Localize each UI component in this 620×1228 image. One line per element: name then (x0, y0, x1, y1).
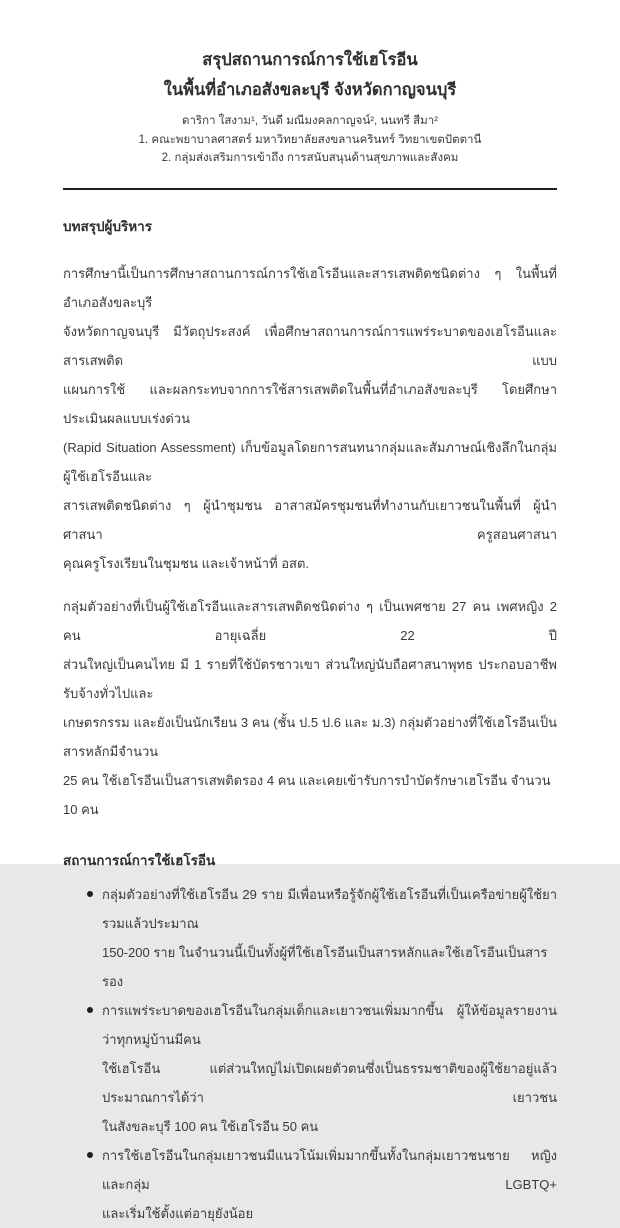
bullet-icon (87, 1007, 93, 1013)
section-heading-executive-summary: บทสรุปผู้บริหาร (63, 219, 152, 234)
paragraph-line: กลุ่มตัวอย่างที่เป็นผู้ใช้เฮโรอีนและสารเสพติดชนิดต่าง ๆ เป็นเพศชาย 27 คน เพศหญิง 2 คน อายุเฉลี่ย 22 ปี (63, 599, 557, 643)
executive-summary-paragraph-2 (63, 592, 557, 824)
bullet-item-1 (87, 880, 557, 996)
paragraph-line: และเริ่มใช้ตั้งแต่อายุยังน้อย (102, 1206, 254, 1221)
bullet-text (102, 1141, 557, 1228)
heroin-situation-bullet-list (63, 880, 557, 1228)
executive-summary-paragraph-1 (63, 259, 557, 578)
bullet-item-3 (87, 1141, 557, 1228)
bullet-text (102, 996, 557, 1141)
paragraph-line: การแพร่ระบาดของเฮโรอีนในกลุ่มเด็กและเยาวชนเพิ่มมากขึ้น ผู้ให้ข้อมูลรายงานว่าทุกหมู่บ้านมีคน (102, 1003, 557, 1047)
paragraph-line: (Rapid Situation Assessment) เก็บข้อมูลโดยการสนทนากลุ่มและสัมภาษณ์เชิงลึกในกลุ่มผู้ใช้เฮโรอีนและ (63, 440, 557, 484)
paragraph-line: การศึกษานี้เป็นการศึกษาสถานการณ์การใช้เฮโรอีนและสารเสพติดชนิดต่าง ๆ ในพื้นที่อำเภอสังขละบุรี (63, 266, 557, 310)
paragraph-line: 25 คน ใช้เฮโรอีนเป็นสารเสพติดรอง 4 คน และเคยเข้ารับการบำบัดรักษาเฮโรอีน จำนวน 10 คน (63, 773, 551, 817)
paragraph-line: การใช้เฮโรอีนในกลุ่มเยาวชนมีแนวโน้มเพิ่มมากขึ้นทั้งในกลุ่มเยาวชนชาย หญิง และกลุ่ม LGBTQ+ (102, 1148, 557, 1192)
doc-title-line-2: ในพื้นที่อำเภอสังขละบุรี จังหวัดกาญจนบุรี (163, 81, 457, 99)
bullet-icon (87, 891, 93, 897)
affiliation-2: 2. กลุ่มส่งเสริมการเข้าถึง การสนับสนุนด้านสุขภาพและสังคม (161, 152, 459, 164)
bullet-text (102, 880, 557, 996)
bullet-item-2 (87, 996, 557, 1141)
paragraph-line: ใช้เฮโรอีน แต่ส่วนใหญ่ไม่เปิดเผยตัวตนซึ่งเป็นธรรมชาติของผู้ใช้ยาอยู่แล้ว ประมาณการได้ว่า เยาวชน (102, 1061, 557, 1105)
header-divider (63, 188, 557, 190)
paragraph-line: ส่วนใหญ่เป็นคนไทย มี 1 รายที่ใช้บัตรชาวเขา ส่วนใหญ่นับถือศาสนาพุทธ ประกอบอาชีพรับจ้างทั่วไปและ (63, 657, 557, 701)
affiliation-1: 1. คณะพยาบาลศาสตร์ มหาวิทยาลัยสงขลานครินทร์ วิทยาเขตปัตตานี (138, 134, 482, 146)
doc-title-line-1: สรุปสถานการณ์การใช้เฮโรอีน (202, 51, 418, 69)
paragraph-line: 150-200 ราย ในจำนวนนี้เป็นทั้งผู้ที่ใช้เฮโรอีนเป็นสารหลักและใช้เฮโรอีนเป็นสารรอง (102, 945, 548, 989)
authors-line: ดาริกา ใสงาม¹, วันดี มณีมงคลกาญจน์², นนทรี สีมา² (182, 115, 438, 127)
paragraph-line: ในสังขละบุรี 100 คน ใช้เฮโรอีน 50 คน (102, 1119, 319, 1134)
paragraph-line: จังหวัดกาญจนบุรี มีวัตถุประสงค์ เพื่อศึกษาสถานการณ์การแพร่ระบาดของเฮโรอีนและสารเสพติด แบบ (63, 324, 557, 368)
paragraph-line: กลุ่มตัวอย่างที่ใช้เฮโรอีน 29 ราย มีเพื่อนหรือรู้จักผู้ใช้เฮโรอีนที่เป็นเครือข่ายผู้ใช้ยา รวมแล้วประมาณ (102, 887, 557, 931)
paragraph-line: คุณครูโรงเรียนในชุมชน และเจ้าหน้าที่ อสต. (63, 556, 310, 571)
paragraph-line: สารเสพติดชนิดต่าง ๆ ผู้นำชุมชน อาสาสมัครชุมชนที่ทำงานกับเยาวชนในพื้นที่ ผู้นำศาสนา ครูสอนศาสนา (63, 498, 557, 542)
bullet-icon (87, 1152, 93, 1158)
section-heading-heroin-situation: สถานการณ์การใช้เฮโรอีน (63, 853, 216, 868)
paragraph-line: แผนการใช้ และผลกระทบจากการใช้สารเสพติดในพื้นที่อำเภอสังขละบุรี โดยศึกษาประเมินผลแบบเร่งด่วน (63, 382, 557, 426)
paragraph-line: เกษตรกรรม และยังเป็นนักเรียน 3 คน (ชั้น ป.5 ป.6 และ ม.3) กลุ่มตัวอย่างที่ใช้เฮโรอีนเป็นสารหลักมีจำนวน (63, 715, 557, 759)
